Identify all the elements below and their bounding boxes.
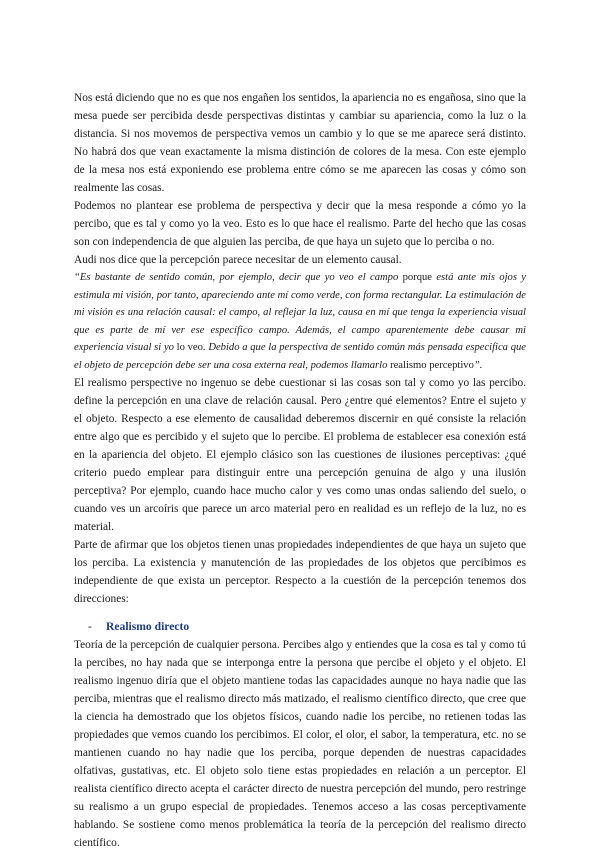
section-heading xyxy=(88,618,526,636)
paragraph-audi: Audi nos dice que la percepción parece necesitar de un elemento causal. xyxy=(74,254,402,266)
section-title: Realismo directo xyxy=(106,620,190,633)
quote-part: está ante mis ojos y estimula mi visión, por tanto, apareciendo ante mí como verde, con forma rectangular. La estimulación de mi visión es una relación causal: el campo, al reflejar la luz, causa en mí que tenga la experiencia visual que es parte de mí ver ese específico campo. Además, el campo aparentemente debe causar mi experiencia visual si yo xyxy=(74,272,526,353)
paragraph-mesa-apariencia: Nos está diciendo que no es que nos engañen los sentidos, la apariencia no es engañosa, sino que la mesa puede ser percibida desde perspectivas distintas y cambiar su apariencia, como la luz o la distancia. Si nos movemos de perspectiva vemos un cambio y lo que se me aparece será distinto. No habrá dos que vean exactamente la misma distinción de colores de la mesa. Con este ejemplo de la mesa nos está exponiendo ese problema entre cómo se me aparecen las cosas y cómo son realmente las cosas. xyxy=(74,92,526,194)
quote-part: “Es bastante de sentido común, por ejemplo, decir que yo veo el campo xyxy=(74,272,399,283)
paragraph-realismo-directo: Teoría de la percepción de cualquier persona. Percibes algo y entiendes que la cosa es tal y como tú la percibes, no hay nada que se interponga entre la persona que percibe el objeto y el objeto. El realismo ingenuo diría que el objeto mantiene todas las capacidades aunque no haya nadie que las perciba, mientras que el realismo directo más matizado, el realismo científico directo, que cree que la ciencia ha demostrado que los objetos físicos, cuando nadie los percibe, no retienen todas las propiedades que vemos cuando los percibimos. El color, el olor, el sabor, la temperatura, etc. no se mantienen cuando no hay nadie que los perciba, porque dependen de nuestras capacidades olfativas, gustativas, etc. El objeto solo tiene estas propiedades en relación a un perceptor. El realista científico directo acepta el carácter directo de nuestra percepción del mundo, pero restringe su realismo a un grupo especial de propiedades. Tenemos acceso a las cosas perceptivamente hablando. Se sostiene como menos problemática la teoría de la percepción del realismo directo científico. xyxy=(74,639,526,849)
document-body xyxy=(74,89,526,852)
quote-part: lo veo. xyxy=(173,342,209,353)
paragraph-propiedades-objetos: Parte de afirmar que los objetos tienen unas propiedades independientes de que haya un sujeto que los perciba. La existencia y manutención de las propiedades de los objetos que percibimos es independiente de que exista un perceptor. Respecto a la cuestión de la percepción tenemos dos direcciones: xyxy=(74,539,526,605)
quote-part: realismo perceptivo xyxy=(387,359,474,371)
list-bullet: - xyxy=(88,621,92,633)
paragraph-realismo-mesa: Podemos no plantear ese problema de perspectiva y decir que la mesa responde a cómo yo la percibo, que es tal y como yo la veo. Esto es lo que hace el realismo. Parte del hecho que las cosas son con independencia de que alguien las perciba, de que haya un sujeto que lo perciba o no. xyxy=(74,200,526,248)
paragraph-realismo-perspective: El realismo perspective no ingenuo se debe cuestionar si las cosas son tal y como yo las percibo. define la percepción en una clave de relación causal. Pero ¿entre qué elementos? Entre el sujeto y el objeto. Respecto a ese elemento de causalidad deberemos discernir en qué consiste la relación entre algo que es percibido y el sujeto que lo percibe. El problema de establecer esa conexión está en la apariencia del objeto. El ejemplo clásico son las cuestiones de ilusiones perceptivas: ¿qué criterio puedo emplear para distinguir entre una percepción genuina de algo y una ilusión perceptiva? Por ejemplo, cuando hace mucho calor y ves como unas ondas saliendo del suelo, o cuando ves un arcoíris que parece un arco material pero en realidad es un reflejo de la luz, no es material. xyxy=(74,377,526,533)
quote-part: Debido a que la perspectiva de sentido común más pensada especifica que el objeto de percepción debe ser una cosa externa real, podemos llamarlo xyxy=(74,342,526,371)
audi-quote xyxy=(74,269,526,374)
quote-part: ”. xyxy=(473,359,483,371)
quote-part: porque xyxy=(398,272,437,283)
